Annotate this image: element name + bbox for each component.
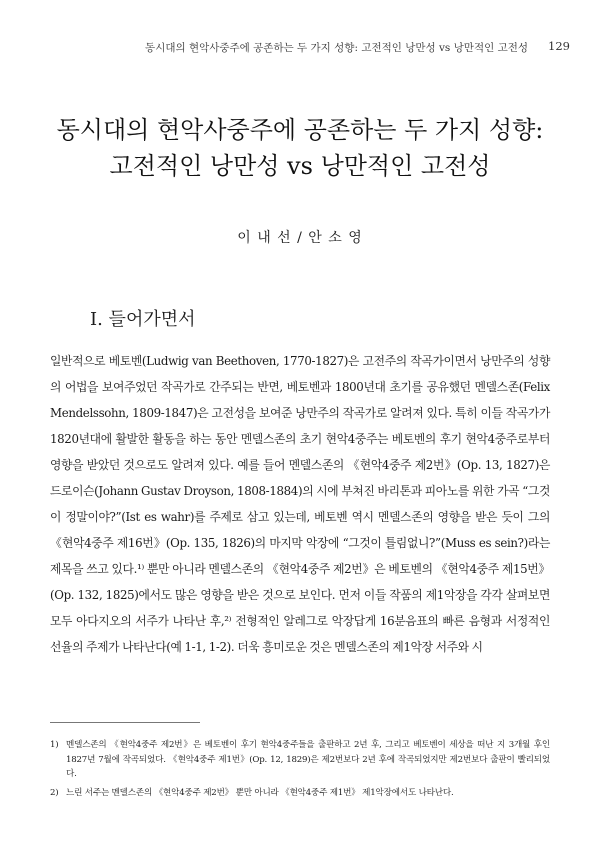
article-title xyxy=(0,112,600,184)
footnote-number: 1) xyxy=(50,740,59,750)
footnote-rule xyxy=(50,722,200,723)
footnote-text: 멘델스존의 《현악4중주 제2번》은 베토벤이 후기 현악4중주들을 출판하고 2년 후, 그리고 베토벤이 세상을 떠난 지 3개월 후인 1827년 7월에 작곡되었다. 《현악4중주 제1번》(Op. 12, 1829)은 제2번보다 2년 후에 작곡되었지만 제2번보다 출판이 빨리되었다. xyxy=(66,740,550,779)
body-paragraph: 일반적으로 베토벤(Ludwig van Beethoven, 1770-1827)은 고전주의 작곡가이면서 낭만주의 성향의 어법을 보여주었던 작곡가로 간주되는 반면, 베토벤과 1800년대 초기를 공유했던 멘델스존(Felix Mendelssohn, 1809-1847)은 고전성을 보여준 낭만주의 작곡가로 알려져 있다. 특히 이들 작곡가가 1820년대에 활발한 활동을 하는 동안 멘델스존의 초기 현악4중주는 베토벤의 후기 현악4중주로부터 영향을 받았던 것으로도 알려져 있다. 예를 들어 멘델스존의 《현악4중주 제2번》(Op. 13, 1827)은 드로이슨(Johann Gustav Droyson, 1808-1884)의 시에 부쳐진 바리톤과 피아노를 위한 가곡 “그것이 정말이야?”(Ist es wahr)를 주제로 삼고 있는데, 베토벤 역시 멘델스존의 영향을 받은 듯이 그의 《현악4중주 제16번》(Op. 135, 1826)의 마지막 악장에 “그것이 틀림없니?”(Muss es sein?)라는 제목을 쓰고 있다.¹⁾ 뿐만 아니라 멘델스존의 《현악4중주 제2번》은 베토벤의 《현악4중주 제15번》(Op. 132, 1825)에서도 많은 영향을 받은 것으로 보인다. 먼저 이들 작품의 제1악장을 각각 살펴보면 모두 아다지오의 서주가 나타난 후,²⁾ 전형적인 알레그로 악장답게 16분음표의 빠른 음형과 서정적인 선율의 주제가 나타난다(예 1-1, 1-2). 더욱 흥미로운 것은 멘델스존의 제1악장 서주와 시 xyxy=(50,354,550,654)
running-title: 동시대의 현악사중주에 공존하는 두 가지 성향: 고전적인 낭만성 vs 낭만적인 고전성 xyxy=(145,42,528,54)
article-title-line-2: 고전적인 낭만성 vs 낭만적인 고전성 xyxy=(109,152,491,180)
footnotes xyxy=(50,738,550,804)
body-text xyxy=(50,348,550,660)
article-title-line-1: 동시대의 현악사중주에 공존하는 두 가지 성향: xyxy=(56,116,544,144)
page-number: 129 xyxy=(548,39,570,53)
footnote-1 xyxy=(50,738,550,782)
authors: 이 내 선 / 안 소 영 xyxy=(237,230,363,246)
footnote-number: 2) xyxy=(50,787,59,798)
footnote-text: 느린 서주는 멘델스존의 《현악4중주 제2번》 뿐만 아니라 《현악4중주 제1번》 제1악장에서도 나타난다. xyxy=(66,787,454,798)
footnote-2 xyxy=(50,786,550,801)
section-heading: I. 들어가면서 xyxy=(90,309,196,330)
